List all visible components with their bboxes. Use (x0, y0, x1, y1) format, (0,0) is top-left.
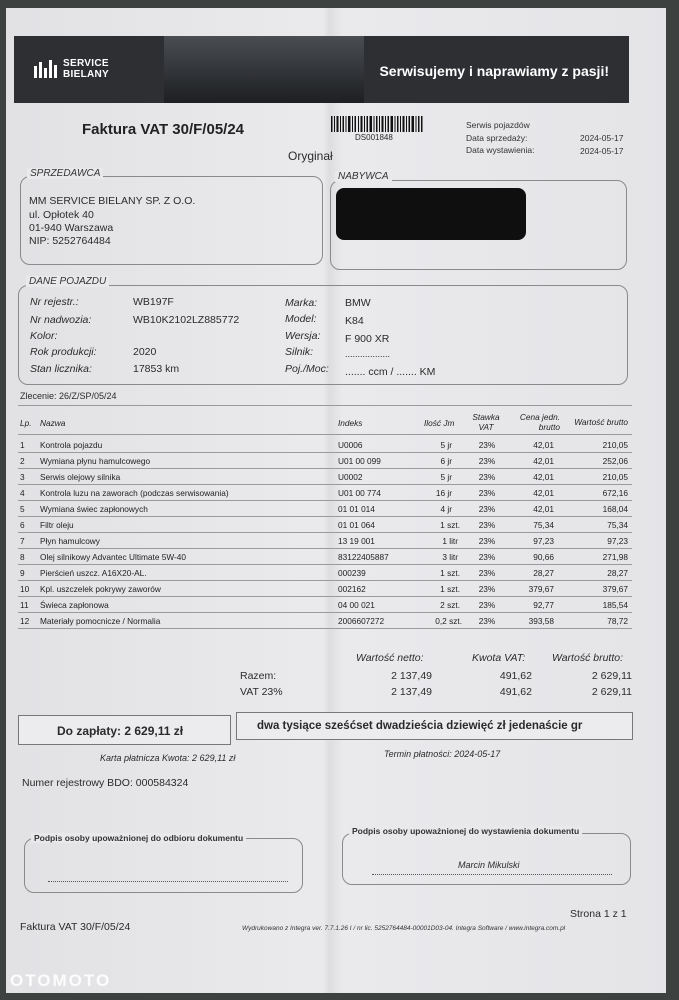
table-row (0, 581, 679, 597)
table-row (0, 437, 679, 453)
row-lp: 8 (20, 552, 25, 562)
row-gross: 28,27 (607, 568, 628, 578)
otomoto-watermark: OTOMOTO (10, 971, 112, 990)
version-label: Wersja: (285, 330, 321, 342)
row-unit: 92,77 (533, 600, 554, 610)
seller-city: 01-940 Warszawa (29, 222, 114, 234)
order-number: Zlecenie: 26/Z/SP/05/24 (20, 391, 117, 401)
row-unit: 42,01 (533, 440, 554, 450)
row-unit: 42,01 (533, 456, 554, 466)
th-unit2: brutto (538, 422, 560, 432)
row-gross: 168,04 (602, 504, 628, 514)
seller-street: ul. Opłotek 40 (29, 209, 94, 221)
row-lp: 11 (20, 600, 29, 610)
receiver-signature-label: Podpis osoby upoważnionej do odbioru dokumentu (31, 833, 246, 843)
row-unit: 42,01 (533, 488, 554, 498)
issue-date: 2024-05-17 (580, 146, 624, 156)
row-index: 002162 (338, 584, 366, 594)
row-index: 000239 (338, 568, 366, 578)
row-gross: 271,98 (602, 552, 628, 562)
row-unit: 393,58 (528, 616, 554, 626)
sale-date-label: Data sprzedaży: (466, 133, 528, 143)
seller-name: MM SERVICE BIELANY SP. Z O.O. (29, 195, 196, 207)
th-qty: Ilość Jm (424, 418, 455, 428)
row-name: Kontrola luzu na zaworach (podczas serwisowania) (40, 488, 229, 498)
table-row (0, 501, 679, 517)
barcode-number: DS001848 (355, 133, 393, 142)
row-lp: 1 (20, 440, 25, 450)
make-value: BMW (345, 297, 371, 309)
row-index: U01 00 099 (338, 456, 381, 466)
bdo-number: Numer rejestrowy BDO: 000584324 (22, 777, 189, 789)
banner-photo (164, 36, 364, 103)
row-unit: 42,01 (533, 504, 554, 514)
make-label: Marka: (285, 297, 318, 309)
row-gross: 379,67 (602, 584, 628, 594)
table-row (0, 565, 679, 581)
color-label: Kolor: (30, 330, 58, 342)
row-unit: 97,23 (533, 536, 554, 546)
vat-vat: 491,62 (499, 686, 532, 698)
row-vat: 23% (478, 456, 496, 466)
logo-bars-icon (34, 60, 57, 78)
row-name: Kontrola pojazdu (40, 440, 103, 450)
row-qty: 0,2 szt. (435, 616, 462, 626)
amount-due: Do zapłaty: 2 629,11 zł (57, 724, 184, 738)
row-index: 2006607272 (338, 616, 385, 626)
row-qty: 16 jr (435, 488, 452, 498)
th-vat1: Stawka (472, 412, 500, 422)
issuer-signature-box (342, 833, 631, 885)
vat-net: 2 137,49 (391, 686, 432, 698)
capacity-label: Poj./Moc: (285, 363, 329, 375)
logo-line1: SERVICE (63, 58, 109, 69)
company-logo (34, 58, 109, 80)
table-row (0, 485, 679, 501)
engine-value: .................. (345, 349, 391, 359)
row-qty: 5 jr (440, 440, 452, 450)
page-number: Strona 1 z 1 (570, 908, 627, 920)
row-index: 01 01 064 (338, 520, 375, 530)
year-label: Rok produkcji: (30, 346, 97, 358)
row-index: U0002 (338, 472, 363, 482)
row-index: 01 01 014 (338, 504, 375, 514)
row-gross: 185,54 (602, 600, 628, 610)
row-lp: 2 (20, 456, 25, 466)
th-vat2: VAT (478, 422, 494, 432)
issuer-signature-label: Podpis osoby upoważnionej do wystawienia dokumentu (349, 826, 582, 836)
invoice-title: Faktura VAT 30/F/05/24 (82, 121, 245, 138)
table-row (0, 517, 679, 533)
th-name: Nazwa (40, 418, 66, 428)
reg-value: WB197F (133, 296, 174, 308)
amount-words-box (236, 712, 633, 740)
row-name: Wymiana świec zapłonowych (40, 504, 148, 514)
table-row (0, 469, 679, 485)
row-vat: 23% (478, 552, 496, 562)
row-unit: 75,34 (533, 520, 554, 530)
sum-net: 2 137,49 (391, 670, 432, 682)
header-banner (14, 36, 629, 103)
version-value: F 900 XR (345, 333, 390, 345)
sale-date: 2024-05-17 (580, 133, 624, 143)
row-gross: 672,16 (602, 488, 628, 498)
table-row (0, 453, 679, 469)
issuer-name: Marcin Mikulski (458, 860, 520, 870)
logo-line2: BIELANY (63, 69, 109, 80)
row-gross: 252,06 (602, 456, 628, 466)
row-lp: 5 (20, 504, 25, 514)
seller-nip: NIP: 5252764484 (29, 235, 111, 247)
seller-label: SPRZEDAWCA (27, 168, 103, 179)
row-lp: 9 (20, 568, 25, 578)
row-gross: 75,34 (607, 520, 628, 530)
sum-vat: 491,62 (499, 670, 532, 682)
row-index: U01 00 774 (338, 488, 381, 498)
row-qty: 5 jr (440, 472, 452, 482)
row-lp: 12 (20, 616, 30, 626)
footer-title: Faktura VAT 30/F/05/24 (20, 921, 131, 933)
row-qty: 1 szt. (440, 568, 460, 578)
row-gross: 78,72 (607, 616, 628, 626)
engine-label: Silnik: (285, 346, 314, 358)
original-label: Oryginał (288, 149, 333, 163)
row-vat: 23% (478, 600, 496, 610)
sum-gross: 2 629,11 (591, 670, 632, 682)
row-qty: 1 szt. (440, 584, 460, 594)
row-index: 13 19 001 (338, 536, 375, 546)
row-name: Filtr oleju (40, 520, 74, 530)
row-vat: 23% (478, 616, 496, 626)
row-name: Kpl. uszczelek pokrywy zaworów (40, 584, 161, 594)
barcode (331, 116, 423, 132)
table-row (0, 613, 679, 629)
row-vat: 23% (478, 568, 496, 578)
row-vat: 23% (478, 472, 496, 482)
odometer-label: Stan licznika: (30, 363, 92, 375)
table-top-line (18, 405, 632, 406)
row-vat: 23% (478, 584, 496, 594)
row-unit: 28,27 (533, 568, 554, 578)
row-name: Serwis olejowy silnika (40, 472, 121, 482)
row-lp: 3 (20, 472, 25, 482)
receiver-signature-line (48, 881, 288, 882)
sum-label: Razem: (240, 670, 277, 682)
amount-words: dwa tysiące sześćset dwadzieścia dziewięć zł jedenaście gr (257, 720, 583, 732)
gross-header: Wartość brutto: (552, 652, 623, 664)
card-payment: Karta płatnicza Kwota: 2 629,11 zł (100, 753, 236, 763)
row-index: 83122405887 (338, 552, 389, 562)
row-qty: 6 jr (440, 456, 452, 466)
row-lp: 10 (20, 584, 30, 594)
row-qty: 1 szt. (440, 520, 460, 530)
service-label: Serwis pojazdów (466, 120, 530, 130)
issuer-signature-line (372, 874, 612, 875)
row-qty: 3 litr (442, 552, 458, 562)
vat-gross: 2 629,11 (591, 686, 632, 698)
vehicle-label: DANE POJAZDU (26, 276, 109, 287)
buyer-label: NABYWCA (335, 171, 392, 182)
reg-label: Nr rejestr.: (30, 296, 79, 308)
table-row (0, 533, 679, 549)
row-unit: 379,67 (528, 584, 554, 594)
printed-by: Wydrukowano z Integra ver. 7.7.1.26 I / nr lic. 5252764484-00001D03-04. Integra Software / www.integra.com.pl (242, 925, 566, 932)
table-row (0, 549, 679, 565)
buyer-redaction (336, 188, 526, 240)
year-value: 2020 (133, 346, 157, 358)
th-gross: Wartość brutto (574, 417, 628, 427)
row-lp: 4 (20, 488, 25, 498)
model-value: K84 (345, 315, 364, 327)
row-lp: 6 (20, 520, 25, 530)
th-lp: Lp. (20, 418, 32, 428)
receiver-signature-box (24, 838, 303, 893)
row-name: Materiały pomocnicze / Normalia (40, 616, 161, 626)
row-name: Pierścień uszcz. A16X20-AL. (40, 568, 147, 578)
payment-term: Termin płatności: 2024-05-17 (384, 749, 501, 759)
row-vat: 23% (478, 440, 496, 450)
row-name: Świeca zapłonowa (40, 600, 109, 610)
row-gross: 97,23 (607, 536, 628, 546)
row-qty: 4 jr (440, 504, 452, 514)
row-qty: 2 szt. (440, 600, 460, 610)
row-gross: 210,05 (602, 472, 628, 482)
row-name: Wymiana płynu hamulcowego (40, 456, 151, 466)
odometer-value: 17853 km (133, 363, 180, 375)
amount-due-box (18, 715, 231, 745)
capacity-value: ....... ccm / ....... KM (345, 366, 436, 378)
row-gross: 210,05 (602, 440, 628, 450)
row-vat: 23% (478, 536, 496, 546)
issue-date-label: Data wystawienia: (466, 145, 535, 155)
vat-header: Kwota VAT: (472, 652, 526, 664)
row-qty: 1 litr (442, 536, 458, 546)
table-header-line (18, 434, 632, 435)
th-unit1: Cena jedn. (519, 412, 560, 422)
vin-label: Nr nadwozia: (30, 314, 92, 326)
row-index: 04 00 021 (338, 600, 375, 610)
row-name: Płyn hamulcowy (40, 536, 100, 546)
th-index: Indeks (338, 418, 363, 428)
vat-rate-label: VAT 23% (240, 686, 283, 698)
slogan: Serwisujemy i naprawiamy z pasji! (379, 63, 609, 79)
model-label: Model: (285, 313, 317, 325)
row-vat: 23% (478, 504, 496, 514)
row-vat: 23% (478, 488, 496, 498)
row-name: Olej silnikowy Advantec Ultimate 5W-40 (40, 552, 187, 562)
row-vat: 23% (478, 520, 496, 530)
row-unit: 90,66 (533, 552, 554, 562)
table-row (0, 597, 679, 613)
row-unit: 42,01 (533, 472, 554, 482)
row-lp: 7 (20, 536, 25, 546)
row-index: U0006 (338, 440, 363, 450)
vin-value: WB10K2102LZ885772 (133, 314, 240, 326)
net-header: Wartość netto: (356, 652, 424, 664)
